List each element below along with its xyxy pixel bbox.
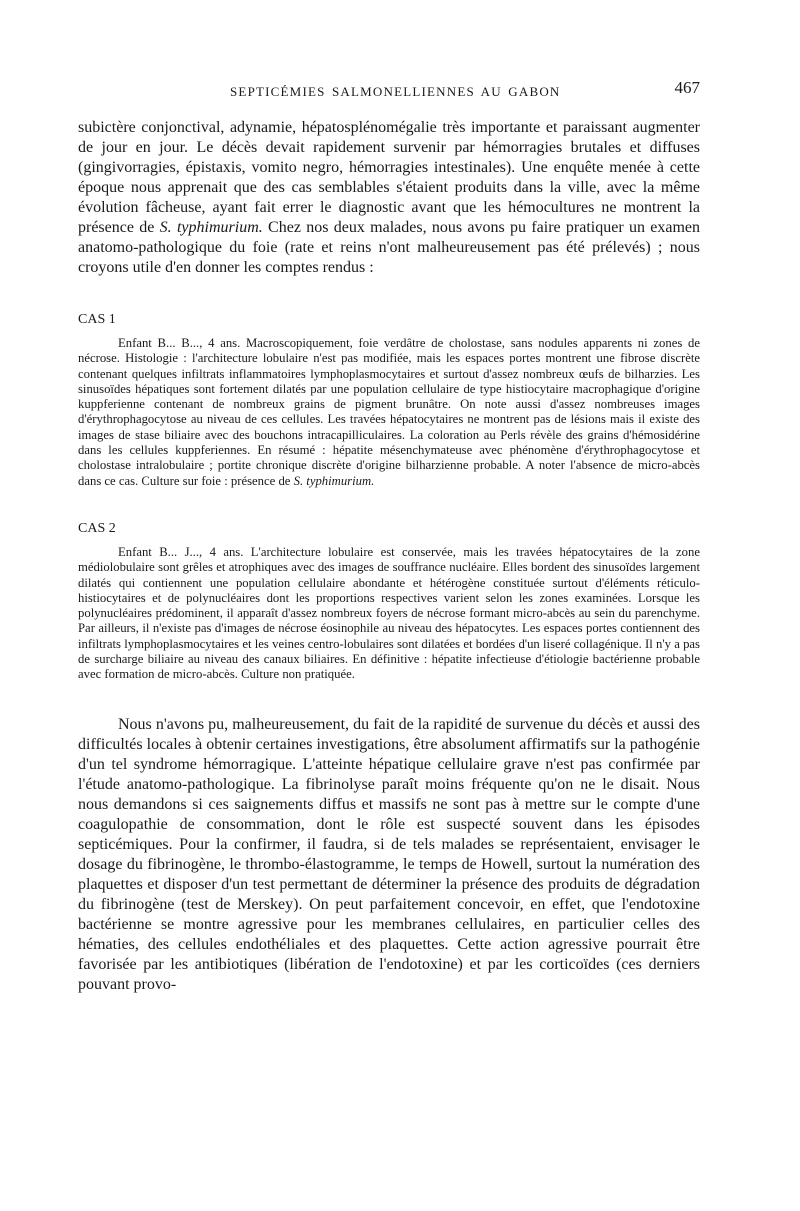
intro-paragraph (78, 118, 700, 278)
intro-text-start: subictère conjonctival, adynamie, hépatosplénomégalie très importante et paraissant augmenter de jour en jour. Le décès devait rapidement survenir par hémorragies brutales et diffuses (gingivorragies, épistaxis, vomito negro, hémorragies intestinales). Une enquête menée à cette époque nous apprenait que des cas semblables s'étaient produits dans la ville, avec la même évolution fâcheuse, ayant fait errer le diagnostic avant que les hémocultures ne montrent la présence de (78, 119, 700, 236)
article-page (78, 78, 700, 995)
page-header (78, 78, 700, 108)
case-1-report (78, 336, 700, 489)
case-1-text: Enfant B... B..., 4 ans. Macroscopiquement, foie verdâtre de cholostase, sans nodules apparents ni zones de nécrose. Histologie : l'architecture lobulaire n'est pas modifiée, mais les espaces portes montrent une fibrose discrète contenant quelques infiltrats inflammatoires lymphoplasmocytaires et surtout d'assez nombreux œufs de bilharzies. Les sinusoïdes hépatiques sont fortement dilatés par une population cellulaire de type histiocytaire macrophagique d'origine kuppferienne contenant de nombreux grains de pigment brunâtre. On note aussi d'assez nombreuses images d'érythrophagocytose au niveau de ces cellules. Les travées hépatocytaires ne montrent pas de lésions mais il existe des images de stase biliaire avec des bouchons intracapilliculaires. La coloration au Perls révèle des grains d'hémosidérine dans les cellules kuppferiennes. En résumé : hépatite mésenchymateuse avec phénomène d'érythrophagocytose et cholostase intralobulaire ; portite chronique discrète d'origine bilharzienne probable. A noter l'absence de micro-abcès dans ce cas. Culture sur foie : présence de (78, 336, 700, 488)
case-1-heading: CAS 1 (78, 312, 116, 327)
case-2-heading: CAS 2 (78, 520, 116, 536)
species-name: S. typhimurium. (159, 219, 263, 236)
running-title: SEPTICÉMIES SALMONELLIENNES AU GABON (230, 84, 561, 99)
case-2-report: Enfant B... J..., 4 ans. L'architecture lobulaire est conservée, mais les travées hépatocytaires de la zone médiolobulaire sont grêles et atrophiques avec des images de souffrance nucléaire. Elles bordent des sinusoïdes largement dilatés qui contiennent une population cellulaire abondante et hétérogène constituée surtout d'éléments réticulo-histiocytaires et de polynucléaires dont les proportions respectives varient selon les zones examinées. Lorsque les polynucléaires prédominent, il apparaît d'assez nombreux foyers de nécrose formant micro-abcès au sein du parenchyme. Par ailleurs, il n'existe pas d'images de nécrose éosinophile au niveau des hépatocytes. Les espaces portes contiennent des infiltrats lymphoplasmocytaires et les veines centro-lobulaires sont dilatées et bordées d'un liseré collagénique. Il n'y a pas de surcharge biliaire au niveau des canaux biliaires. En définitive : hépatite infectieuse d'étiologie bactérienne probable avec formation de micro-abcès. Culture non pratiquée. (78, 544, 700, 682)
intro-text-end: Chez nos deux malades, nous avons pu faire pratiquer un examen anatomo-pathologique du foie (rate et reins n'ont malheureusement pas été prélevés) ; nous croyons utile d'en donner les comptes rendus : (78, 219, 701, 276)
discussion-paragraph: Nous n'avons pu, malheureusement, du fait de la rapidité de survenue du décès et aussi des difficultés locales à obtenir certaines investigations, être absolument affirmatifs sur la pathogénie d'un tel syndrome hémorragique. L'atteinte hépatique cellulaire grave n'est pas confirmée par l'étude anatomo-pathologique. La fibrinolyse paraît moins fréquente qu'on ne le disait. Nous nous demandons si ces saignements diffus et massifs ne sont pas à mettre sur le compte d'une coagulopathie de consommation, dont le rôle est suspecté souvent dans les épisodes septicémiques. Pour la confirmer, il faudra, si de tels malades se représentaient, envisager le dosage du fibrinogène, le thrombo-élastogramme, le temps de Howell, surtout la numération des plaquettes et disposer d'un test permettant de déterminer la présence des produits de dégradation du fibrinogène (test de Merskey). On peut parfaitement concevoir, en effet, que l'endotoxine bactérienne se montre agressive pour les membranes cellulaires, en particulier celles des hématies, des cellules endothéliales et des plaquettes. Cette action agressive pourrait être favorisée par les antibiotiques (libération de l'endotoxine) et par les corticoïdes (ces derniers pouvant provo- (78, 715, 700, 993)
case-1-species-name: S. typhimurium. (293, 473, 375, 488)
page-number: 467 (674, 78, 700, 97)
